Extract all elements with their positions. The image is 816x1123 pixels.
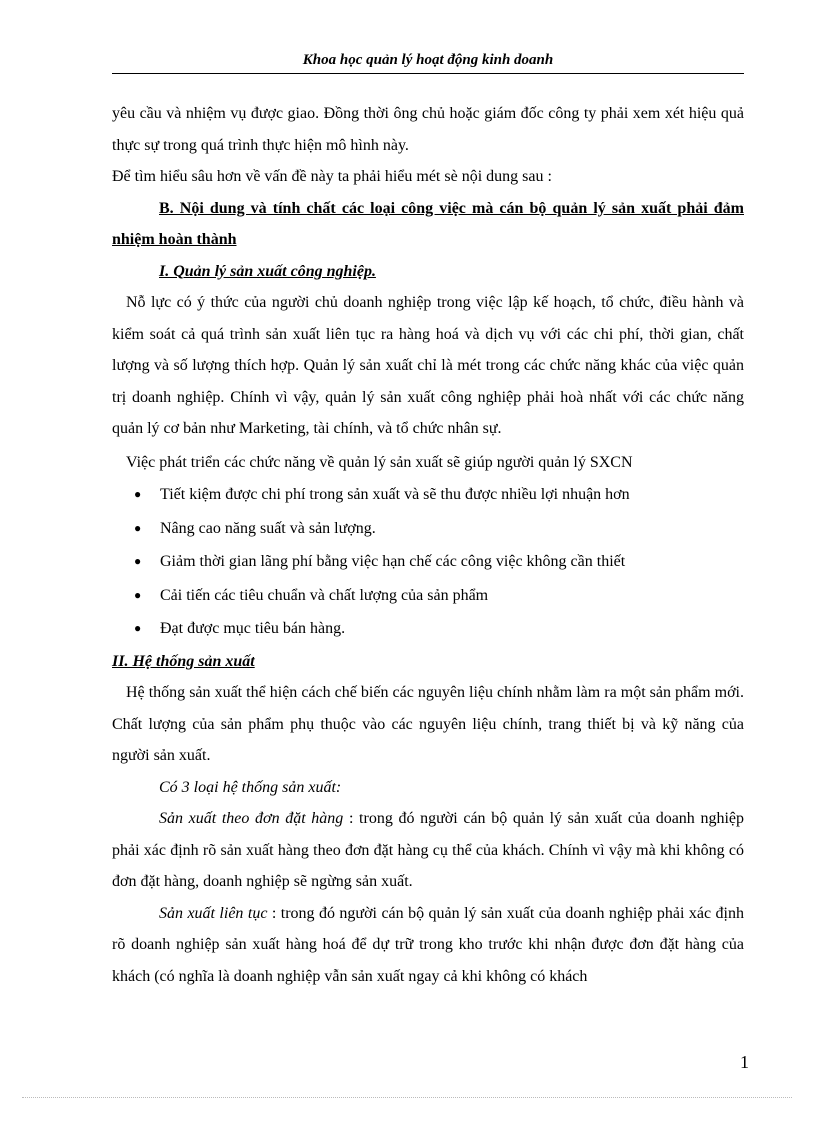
document-body	[112, 98, 744, 992]
list-item: ● Giảm thời gian lãng phí bằng việc hạn chế các công việc không cần thiết	[134, 545, 744, 579]
page-number: 1	[740, 1052, 749, 1072]
section-heading-i	[112, 256, 744, 288]
bullet-icon: ●	[134, 554, 142, 568]
term-order-production: Sản xuất theo đơn đặt hàng	[159, 810, 344, 827]
section-heading-b: B. Nội dung và tính chất các loại công việc mà cán bộ quản lý sản xuất phải đảm nhiệm hoàn thành	[112, 199, 744, 248]
paragraph-2: Để tìm hiểu sâu hơn về vấn đề này ta phải hiểu mét sè nội dung sau :	[112, 168, 552, 185]
bullet-icon: ●	[134, 487, 142, 501]
list-item: ● Nâng cao năng suất và sản lượng.	[134, 512, 744, 546]
bullet-icon: ●	[134, 520, 142, 535]
paragraph-3: Nỗ lực có ý thức của người chủ doanh nghiệp trong việc lập kế hoạch, tổ chức, điều hành và kiểm soát cả quá trình sản xuất liên tục ra hàng hoá và dịch vụ với các chi phí, thời gian, chất lượng và số lượng thích hợp. Quản lý sản xuất chỉ là mét trong các chức năng khác của việc quản trị doanh nghiệp. Chính vì vậy, quản lý sản xuất công nghiệp phải hoà nhất với các chức năng quản lý cơ bản như Marketing, tài chính, và tổ chức nhân sự.	[112, 294, 744, 437]
list-item: ● Tiết kiệm được chi phí trong sản xuất và sẽ thu được nhiều lợi nhuận hơn	[134, 478, 744, 512]
bullet-list	[112, 478, 744, 646]
paragraph-4: Việc phát triển các chức năng về quản lý sản xuất sẽ giúp người quản lý SXCN	[126, 453, 633, 471]
paragraph-8: Sản xuất liên tục : trong đó người cán bộ quản lý sản xuất của doanh nghiệp phải xác định rõ doanh nghiệp sản xuất hàng hoá để dự trữ trong kho trước khi nhận được đơn đặt hàng của khách (có nghĩa là doanh nghiệp vẫn sản xuất ngay cả khi không có khách	[112, 904, 744, 985]
list-item: ● Đạt được mục tiêu bán hàng.	[134, 612, 744, 646]
page-bottom-divider	[22, 1097, 792, 1098]
running-header: Khoa học quản lý hoạt động kinh doanh	[112, 52, 744, 74]
section-heading-i-text: I. Quản lý sản xuất công nghiệp.	[159, 262, 376, 280]
paragraph-7: Sản xuất theo đơn đặt hàng : trong đó người cán bộ quản lý sản xuất của doanh nghiệp phải xác định rõ sản xuất hàng theo đơn đặt hàng cụ thể của khách. Chính vì vậy mà khi không có đơn đặt hàng, doanh nghiệp sẽ ngừng sản xuất.	[112, 810, 744, 890]
term-continuous-production: Sản xuất liên tục	[159, 904, 268, 922]
paragraph-1: yêu cầu và nhiệm vụ được giao. Đồng thời ông chủ hoặc giám đốc công ty phải xem xét hiệu quả thực sự trong quá trình thực hiện mô hình này.	[112, 105, 744, 154]
bullet-icon: ●	[134, 621, 142, 635]
section-heading-ii	[112, 646, 744, 678]
paragraph-5: Hệ thống sản xuất thể hiện cách chế biến các nguyên liệu chính nhằm làm ra một sản phẩm mới. Chất lượng của sản phẩm phụ thuộc vào các nguyên liệu chính, trang thiết bị và kỹ năng của người sản xuất.	[112, 684, 744, 764]
bullet-icon: ●	[134, 587, 142, 602]
section-heading-ii-text: II. Hệ thống sản xuất	[112, 652, 255, 670]
list-item: ● Cải tiến các tiêu chuẩn và chất lượng của sản phẩm	[134, 579, 744, 613]
paragraph-6: Có 3 loại hệ thống sản xuất:	[159, 778, 342, 796]
